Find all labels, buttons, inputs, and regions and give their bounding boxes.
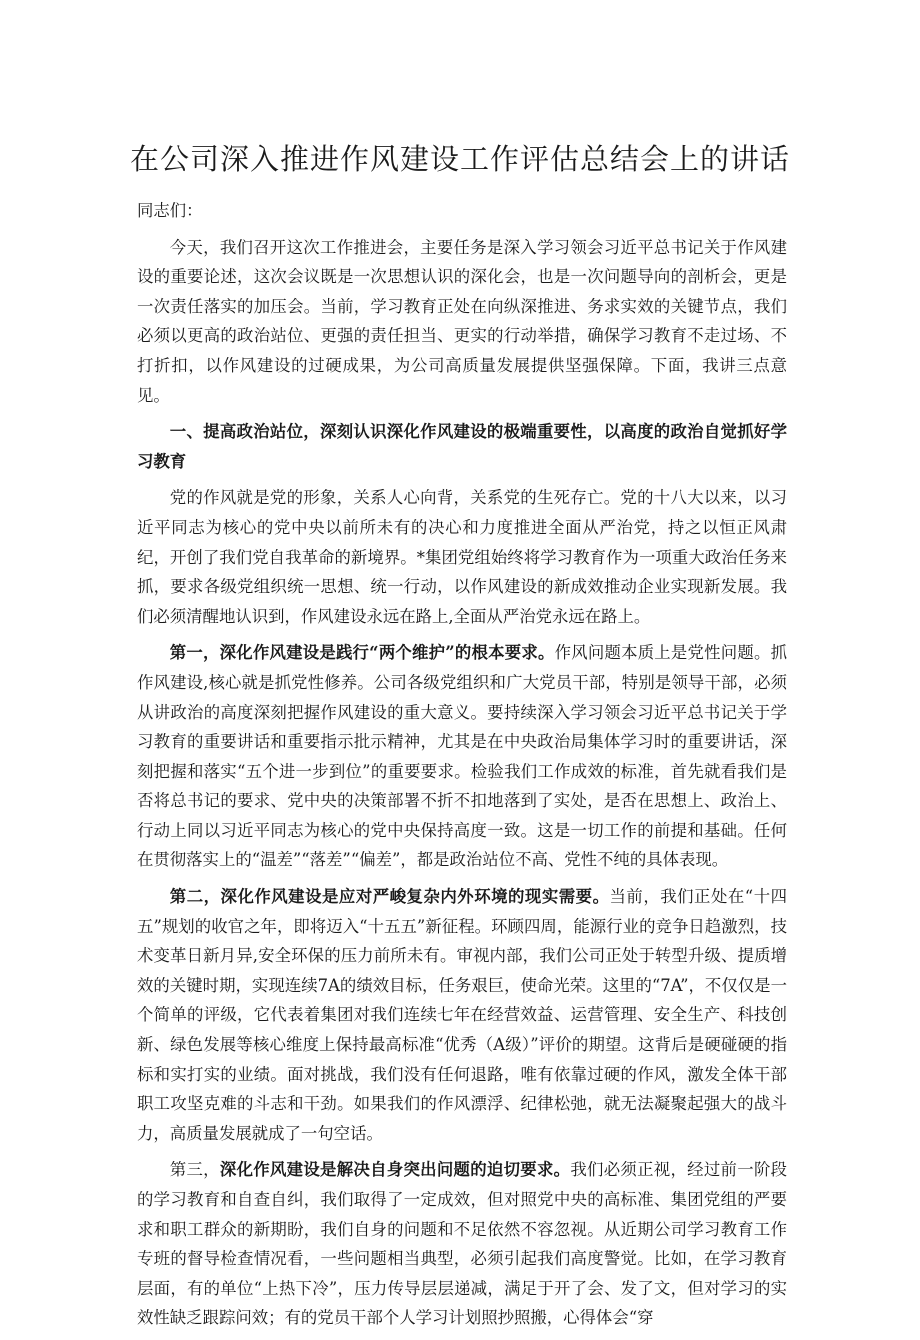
intro-paragraph: 今天，我们召开这次工作推进会，主要任务是深入学习领会习近平总书记关于作风建设的重要论述，这次会议既是一次思想认识的深化会，也是一次问题导向的剖析会，更是一次责任落实的加压会。当前，学习教育正处在向纵深推进、务求实效的关键节点，我们必须以更高的政治站位、更强的责任担当、更实的行动举措，确保学习教育不走过场、不打折扣，以作风建设的过硬成果，为公司高质量发展提供坚强保障。下面，我讲三点意见。: [137, 237, 787, 405]
point-three-lead: 深化作风建设是解决自身突出问题的迫切要求。: [219, 1160, 571, 1180]
document-title: 在公司深入推进作风建设工作评估总结会上的讲话: [129, 142, 790, 176]
point-one-text: 作风问题本质上是党性问题。抓作风建设,核心就是抓党性修养。公司各级党组织和广大党员干部，特别是领导干部，必须从讲政治的高度深刻把握作风建设的重大意义。要持续深入学习领会习近平总书记关于学习教育的重要讲话和重要指示批示精神，尤其是在中央政治局集体学习时的重要讲话，深刻把握和落实“五个进一步到位”的重要要求。检验我们工作成效的标准，首先就看我们是否将总书记的要求、党中央的决策部署不折不扣地落到了实处，是否在思想上、政治上、行动上同以习近平同志为核心的党中央保持高度一致。这是一切工作的前提和基础。任何在贯彻落实上的“温差”“落差”“偏差”，都是政治站位不高、党性不纯的具体表现。: [137, 643, 788, 870]
point-two-paragraph: [137, 882, 787, 1148]
point-three-paragraph: [137, 1155, 787, 1333]
point-two-text: 当前，我们正处在“十四五”规划的收官之年，即将迈入“十五五”新征程。环顾四周，能源行业的竞争日趋激烈，技术变革日新月异,安全环保的压力前所未有。审视内部，我们公司正处于转型升级、提质增效的关键时期，实现连续7A的绩效目标，任务艰巨，使命光荣。这里的“7A”，不仅仅是一个简单的评级，它代表着集团对我们连续七年在经营效益、运营管理、安全生产、科技创新、绿色发展等核心维度上保持最高标准“优秀（A级）”评价的期望。这背后是硬碰硬的指标和实打实的业绩。面对挑战，我们没有任何退路，唯有依靠过硬的作风，激发全体干部职工攻坚克难的斗志和干劲。如果我们的作风漂浮、纪律松弛，就无法凝聚起强大的战斗力，高质量发展就成了一句空话。: [137, 887, 787, 1143]
point-two-lead: 第二，深化作风建设是应对严峻复杂内外环境的现实需要。: [169, 887, 610, 907]
section-heading: 一、提高政治站位，深刻认识深化作风建设的极端重要性，以高度的政治自觉抓好学习教育: [137, 422, 787, 471]
salutation: 同志们：: [137, 201, 203, 220]
point-one-paragraph: [137, 638, 787, 875]
point-one-lead: 第一，深化作风建设是践行“两个维护”的根本要求。: [169, 643, 555, 663]
section-paragraph: 党的作风就是党的形象，关系人心向背，关系党的生死存亡。党的十八大以来，以习近平同志为核心的党中央以前所未有的决心和力度推进全面从严治党，持之以恒正风肃纪，开创了我们党自我革命的新境界。*集团党组始终将学习教育作为一项重大政治任务来抓，要求各级党组织统一思想、统一行动，以作风建设的新成效推动企业实现新发展。我们必须清醒地认识到，作风建设永远在路上,全面从严治党永远在路上。: [137, 488, 787, 626]
document-body: [137, 196, 787, 1340]
point-three-text: 我们必须正视，经过前一阶段的学习教育和自查自纠，我们取得了一定成效，但对照党中央的高标准、集团党组的严要求和职工群众的新期盼，我们自身的问题和不足依然不容忽视。从近期公司学习教育工作专班的督导检查情况看，一些问题相当典型，必须引起我们高度警觉。比如，在学习教育层面，有的单位“上热下冷”，压力传导层层递减，满足于开了会、发了文，但对学习的实效性缺乏跟踪问效；有的党员干部个人学习计划照抄照搬，心得体会“穿: [137, 1160, 788, 1328]
point-three-prefix: 第三，: [169, 1160, 220, 1180]
